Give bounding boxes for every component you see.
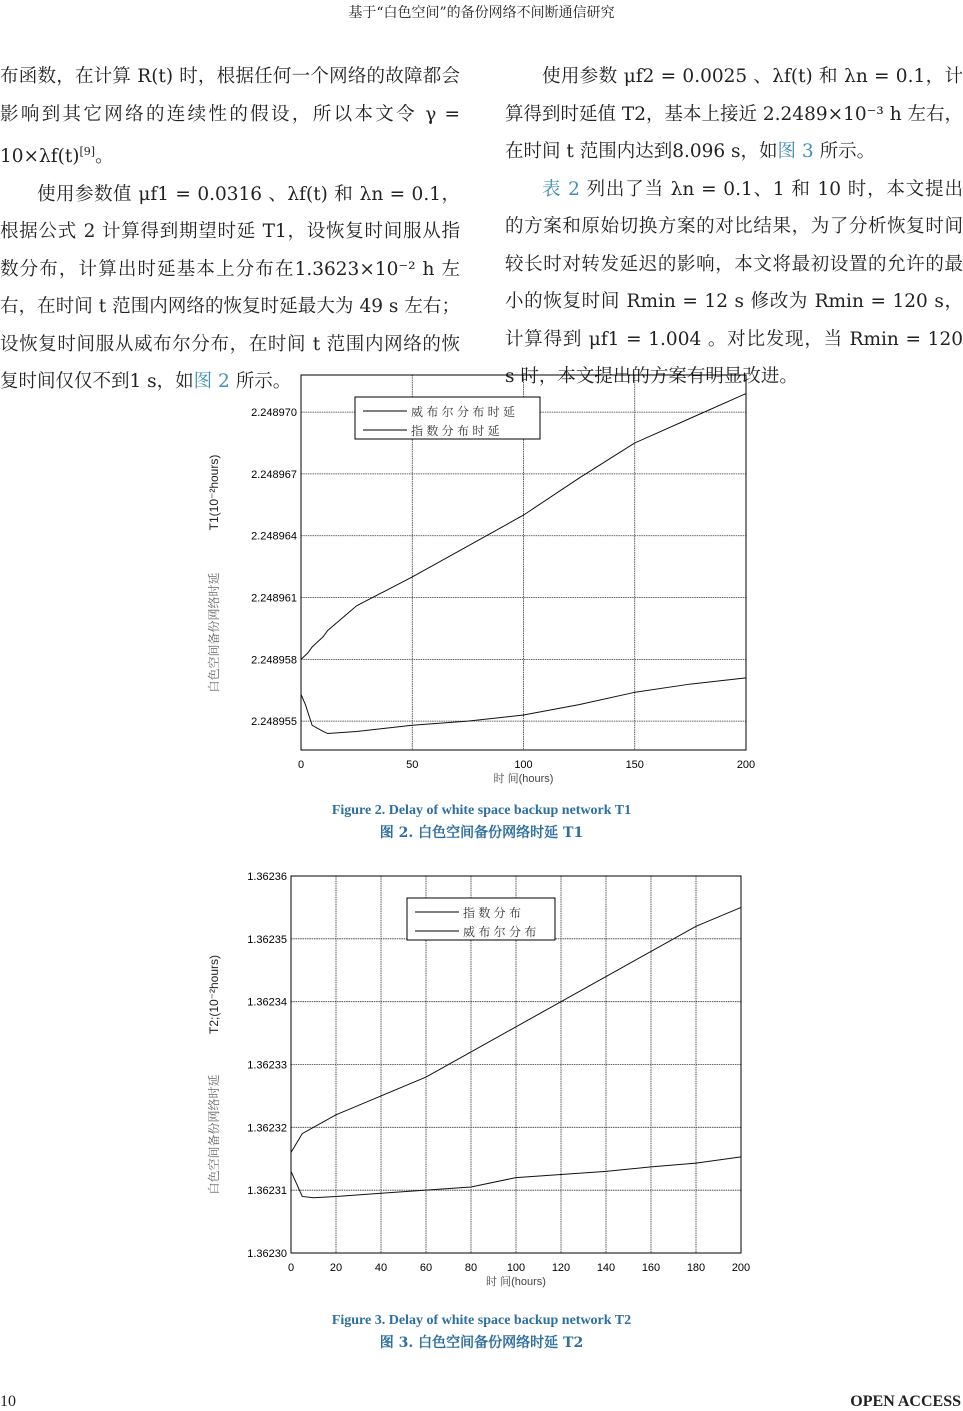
y-tick-label: 1.36234	[247, 996, 287, 1009]
x-tick-label: 200	[736, 759, 756, 771]
text: 。	[95, 146, 114, 168]
citation[interactable]: [9]	[79, 145, 96, 158]
y-tick-label: 1.36231	[247, 1185, 287, 1198]
y-tick-label: 1.36232	[247, 1122, 287, 1135]
text: 列出了当 λn = 0.1、1 和 10 时，本文提出的方案和原始切换方案的对比结果，为了分析恢复时间较长时对转发延迟的影响，本文将最初设置的允许的最小的恢复时间 Rmin = 12 s 修改为 Rmin = 120 s，计算得到 μf1 = 1.004 。对比发现，当 Rmin = 120 s 时，本文提出的方案有明显改进。	[505, 178, 963, 387]
y-tick-label: 1.36236	[247, 871, 287, 883]
x-tick-label: 60	[419, 1262, 433, 1274]
paragraph	[0, 58, 460, 176]
figure-2-chart	[0, 360, 963, 790]
x-tick-label: 80	[464, 1262, 478, 1274]
figure-3-link[interactable]: 图 3	[777, 141, 814, 162]
left-column	[0, 58, 460, 401]
text: 所示。	[229, 371, 292, 393]
x-axis-label: 时 间(hours)	[493, 773, 554, 785]
legend-label: 指 数 分 布 时 延	[411, 424, 500, 438]
x-tick-label: 150	[625, 759, 644, 771]
y-tick-label: 2.248964	[251, 530, 297, 543]
text: 所示。	[813, 141, 876, 162]
table-2-link[interactable]: 表 2	[542, 178, 580, 200]
x-tick-label: 100	[506, 1262, 526, 1274]
y-tick-label: 2.248958	[251, 654, 297, 667]
x-tick-label: 100	[514, 759, 533, 771]
text: 使用参数 μf2 = 0.0025 、λf(t) 和 λn = 0.1，计算得到时延值 T2，基本上接近 2.2489×10⁻³ h 左右，在时间 t 范围内达到8.096 s，如	[505, 66, 963, 162]
journal-label: OPEN ACCESS	[850, 1393, 961, 1410]
figure-3-caption-zh: 图 3. 白色空间备份网络时延 T2	[379, 1335, 584, 1351]
y-tick-label: 2.248955	[251, 716, 297, 729]
x-tick-label: 50	[406, 759, 419, 771]
y-axis-label-zh: 白色空间备份网络时延	[207, 572, 221, 693]
x-tick-label: 0	[297, 759, 305, 771]
running-header: 基于“白色空间”的备份网络不间断通信研究	[348, 5, 615, 21]
x-tick-label: 200	[731, 1262, 751, 1274]
text: 使用参数值 μf1 = 0.0316 、λf(t) 和 λn = 0.1，根据公式 2 计算得到期望时延 T1，设恢复时间服从指数分布，计算出时延基本上分布在1.3623×10⁻² h 左右，在时间 t 范围内网络的恢复时延最大为 49 s 左右；设恢复时间服从威布尔分布，在时间 t 范围内网络的恢复时间仅仅不到1 s，如	[0, 183, 460, 393]
figure-2-caption-zh: 图 2. 白色空间备份网络时延 T1	[379, 825, 584, 841]
y-tick-label: 2.248961	[251, 592, 297, 605]
x-axis-label: 时 间(hours)	[486, 1276, 546, 1288]
x-tick-label: 140	[596, 1262, 616, 1274]
x-tick-label: 40	[374, 1262, 388, 1274]
paragraph	[505, 58, 963, 171]
text: 布函数，在计算 R(t) 时，根据任何一个网络的故障都会影响到其它网络的连续性的假设，所以本文令 γ = 10×λf(t)	[0, 66, 460, 168]
figure-3-caption-en: Figure 3. Delay of white space backup network T2	[331, 1313, 632, 1328]
y-tick-label: 1.36233	[247, 1059, 287, 1072]
right-column	[505, 58, 963, 396]
figure-2-caption-en: Figure 2. Delay of white space backup network T1	[331, 803, 632, 818]
legend-label: 威 布 尔 分 布	[463, 925, 537, 939]
x-tick-label: 180	[686, 1262, 706, 1274]
y-tick-label: 2.248970	[251, 407, 297, 420]
x-tick-label: 0	[287, 1262, 295, 1274]
page-number: 10	[0, 1393, 16, 1410]
y-tick-label: 1.36230	[247, 1248, 287, 1260]
legend-label: 威 布 尔 分 布 时 延	[411, 405, 516, 419]
y-tick-label: 1.36235	[247, 933, 287, 946]
y-axis-label-en: T2;(10⁻²hours)	[207, 954, 221, 1035]
y-tick-label: 2.248967	[251, 468, 297, 481]
legend-label: 指 数 分 布	[463, 906, 522, 920]
x-tick-label: 120	[551, 1262, 571, 1274]
x-tick-label: 20	[329, 1262, 343, 1274]
y-axis-label-en: T1(10⁻²hours)	[207, 454, 221, 531]
y-axis-label-zh: 白色空间备份网络时延	[207, 1074, 221, 1195]
x-tick-label: 160	[641, 1262, 661, 1274]
figure-2-link[interactable]: 图 2	[193, 371, 230, 393]
figure-3-chart	[0, 860, 963, 1290]
